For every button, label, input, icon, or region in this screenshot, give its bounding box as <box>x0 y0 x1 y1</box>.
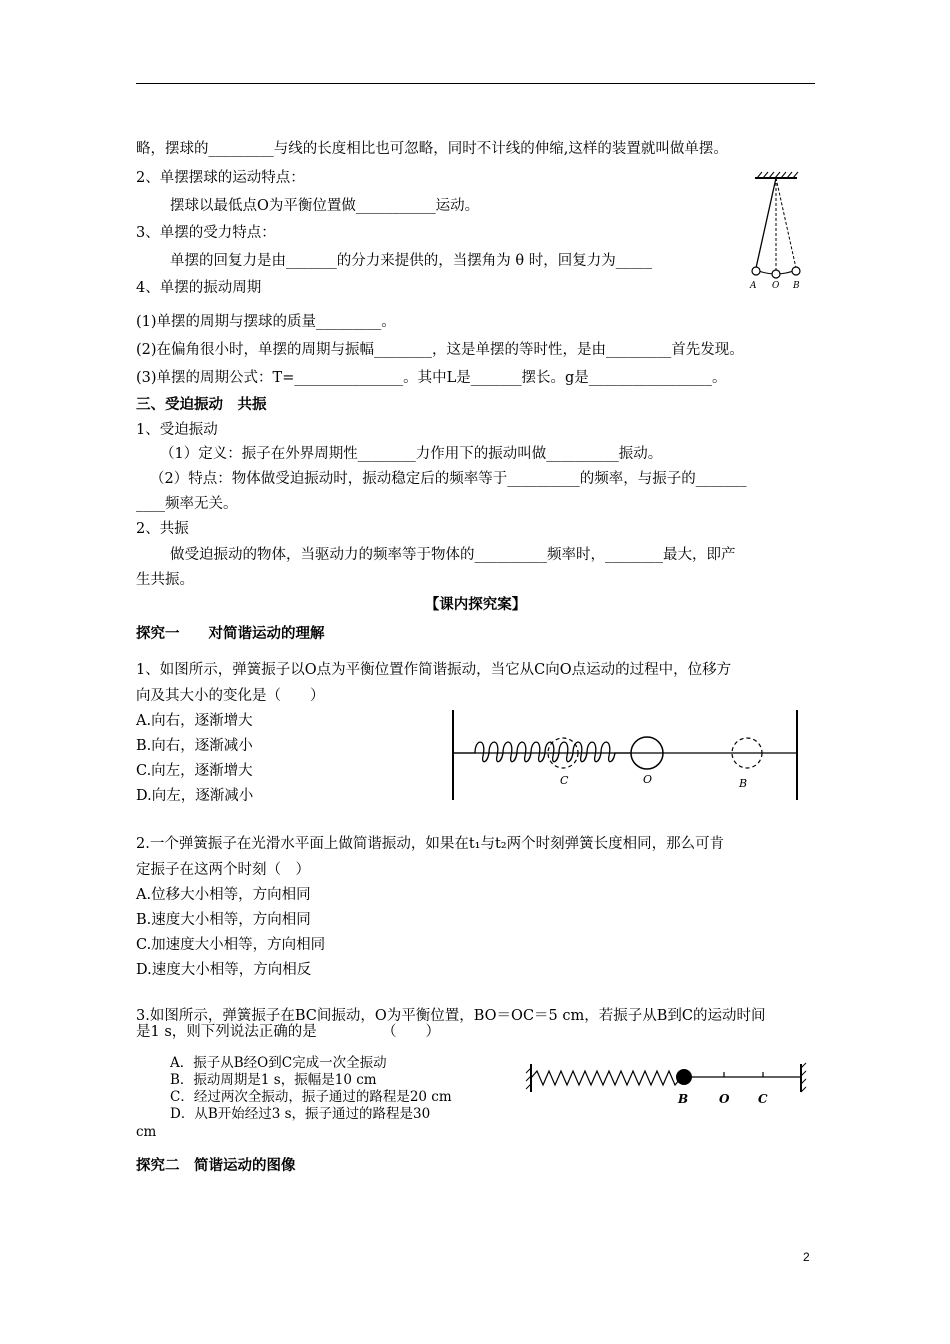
text-line: 3、单摆的受力特点： <box>136 225 276 241</box>
question-text: 3.如图所示，弹簧振子在BC间振动，O为平衡位置，BO＝OC＝5 cm，若振子从B到C的运动时间 <box>136 1008 766 1024</box>
option-d: D．从B开始经过3 s，振子通过的路程是30 <box>170 1106 431 1122</box>
option-b: B.向右，逐渐减小 <box>136 738 253 754</box>
text-line: 略，摆球的_________与线的长度相比也可忽略，同时不计线的伸缩,这样的装置就叫做单摆。 <box>136 141 728 157</box>
text-line: ____频率无关。 <box>136 496 238 512</box>
text-line: 1、受迫振动 <box>136 422 218 438</box>
option-a: A.位移大小相等，方向相同 <box>136 887 311 903</box>
label-a: A <box>750 281 757 291</box>
label-b: B <box>793 281 800 291</box>
option-d-cont: cm <box>136 1124 157 1140</box>
page-number: 2 <box>803 1250 810 1264</box>
label-o: O <box>643 773 653 786</box>
text-line: 2、单摆摆球的运动特点： <box>136 170 305 186</box>
question-text: 2.一个弹簧振子在光滑水平面上做简谐振动，如果在t₁与t₂两个时刻弹簧长度相同，那么可肯 <box>136 836 725 852</box>
text-line: 单摆的回复力是由_______的分力来提供的，当摆角为 θ 时，回复力为_____ <box>170 253 652 269</box>
text-line: （2）特点：物体做受迫振动时，振动稳定后的频率等于__________的频率，与振子的_______ <box>150 471 747 487</box>
pendulum-figure <box>745 168 815 293</box>
label-o: O <box>719 1092 730 1106</box>
question-text: 向及其大小的变化是（ ） <box>136 688 325 704</box>
label-c: C <box>758 1092 768 1106</box>
text-line: 2、共振 <box>136 521 189 537</box>
text-line: （1）定义：振子在外界周期性________力作用下的振动叫做__________振动。 <box>160 446 663 462</box>
text-line: (1)单摆的周期与摆球的质量_________。 <box>136 314 396 330</box>
question-text: 1、如图所示，弹簧振子以O点为平衡位置作简谐振动，当它从C向O点运动的过程中，位移方 <box>136 662 732 678</box>
text-line: 摆球以最低点O为平衡位置做___________运动。 <box>170 198 480 214</box>
option-a: A.向右，逐渐增大 <box>136 713 253 729</box>
text-line: (2)在偏角很小时，单摆的周期与振幅________，这是单摆的等时性，是由_________首先发现。 <box>136 342 744 358</box>
option-a: A．振子从B经O到C完成一次全振动 <box>170 1055 387 1071</box>
option-c: C.加速度大小相等，方向相同 <box>136 937 326 953</box>
section-heading: 探究二 简谐运动的图像 <box>136 1157 296 1174</box>
text-line: 4、单摆的振动周期 <box>136 280 262 296</box>
label-c: C <box>560 774 569 787</box>
question-text: 定振子在这两个时刻（ ） <box>136 862 310 878</box>
header-rule <box>136 83 815 84</box>
option-c: C．经过两次全振动，振子通过的路程是20 cm <box>170 1089 452 1105</box>
option-d: D.速度大小相等，方向相反 <box>136 962 312 978</box>
label-b: B <box>678 1092 689 1106</box>
option-c: C.向左，逐渐增大 <box>136 763 253 779</box>
text-line: (3)单摆的周期公式：T=_______________。其中L是_______摆长。g是_________________。 <box>136 370 727 386</box>
section-title: 【课内探究案】 <box>424 596 527 613</box>
label-b: B <box>739 777 748 790</box>
section-heading: 探究一 对简谐运动的理解 <box>136 625 325 642</box>
text-line: 生共振。 <box>136 572 194 588</box>
spring-figure-1 <box>445 708 805 803</box>
option-b: B.速度大小相等，方向相同 <box>136 912 311 928</box>
option-b: B．振动周期是1 s，振幅是10 cm <box>170 1072 377 1088</box>
spring-figure-2 <box>525 1058 815 1108</box>
option-d: D.向左，逐渐减小 <box>136 788 254 804</box>
section-heading: 三、受迫振动 共振 <box>136 396 267 413</box>
label-o: O <box>772 281 780 291</box>
text-line: 做受迫振动的物体，当驱动力的频率等于物体的__________频率时，________最大，即产 <box>170 547 736 563</box>
question-text: 是1 s，则下列说法正确的是 （ ） <box>136 1024 441 1040</box>
